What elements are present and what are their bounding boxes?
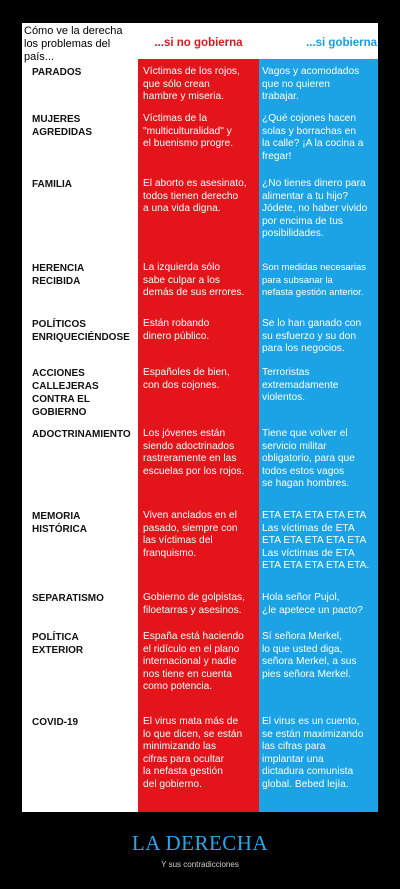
row-blue-text: ¿No tienes dinero para alimentar a tu hijo? Jódete, no haber vivido por encima de tus posibilidades.: [262, 178, 368, 239]
comparison-poster: [22, 23, 378, 812]
row-blue-text: El virus es un cuento, se están maximizando las cifras para implantar una dictadura comunista global. Bebed lejía.: [262, 716, 364, 790]
row-red-text: España está haciendo el ridículo en el plano internacional y nadie nos tiene en cuenta como potencia.: [143, 631, 244, 692]
row-blue-text: Se lo han ganado con su esfuerzo y su don para los negocios.: [262, 318, 362, 354]
row-red-text: La izquierda sólo sabe culpar a los demás de sus errores.: [143, 262, 245, 298]
row-blue-text: ¿Qué cojones hacen solas y borrachas en la calle? ¡A la cocina a fregar!: [262, 113, 364, 162]
header-not-governing: ...si no gobierna: [154, 37, 243, 49]
row-category: ACCIONES CALLEJERAS CONTRA EL GOBIERNO: [32, 368, 99, 418]
row-category: PARADOS: [32, 67, 82, 78]
row-red-text: El aborto es asesinato, todos tienen derecho a una vida digna.: [143, 178, 247, 214]
row-red-text: Viven anclados en el pasado, siempre con las víctimas del franquismo.: [143, 510, 238, 559]
row-category: COVID-19: [32, 717, 79, 728]
row-category: POLÍTICOS ENRIQUECIÉNDOSE: [32, 319, 130, 343]
row-red-text: Víctimas de la "multiculturalidad" y el buenismo progre.: [143, 113, 234, 149]
header-intro: Cómo ve la derecha los problemas del país...: [24, 25, 123, 63]
row-category: HERENCIA RECIBIDA: [32, 263, 85, 287]
row-red-text: El virus mata más de lo que dicen, se están minimizando las cifras para ocultar la nefasta gestión del gobierno.: [143, 716, 243, 790]
row-blue-text: Vagos y acomodados que no quieren trabajar.: [262, 66, 360, 102]
row-red-text: Víctimas de los rojos, que sólo crean hambre y miseria.: [143, 66, 240, 102]
row-category: POLÍTICA EXTERIOR: [32, 632, 84, 656]
row-blue-text: Sí señora Merkel, lo que usted diga, señora Merkel, a sus pies señora Merkel.: [262, 631, 357, 680]
header-governing: ...si gobierna: [306, 37, 377, 49]
row-red-text: Los jóvenes están siendo adoctrinados rastreramente en las escuelas por los rojos.: [143, 428, 245, 477]
row-category: ADOCTRINAMIENTO: [32, 429, 131, 440]
row-blue-text: Son medidas necesarias para subsanar la nefasta gestión anterior.: [262, 262, 367, 298]
row-red-text: Gobierno de golpistas, filoetarras y asesinos.: [143, 592, 245, 616]
row-category: MUJERES AGREDIDAS: [32, 114, 93, 138]
row-blue-text: Terroristas extremadamente violentos.: [262, 367, 339, 403]
row-red-text: Españoles de bien, con dos cojones.: [143, 367, 230, 391]
row-blue-text: Tiene que volver el servicio militar obligatorio, para que todos estos vagos se hagan hombres.: [262, 428, 355, 489]
row-category: FAMILIA: [32, 179, 72, 190]
row-blue-text: Hola señor Pujol, ¿le apetece un pacto?: [262, 592, 363, 616]
row-category: SEPARATISMO: [32, 593, 104, 604]
caption-title: LA DERECHA: [131, 831, 269, 855]
row-category: MEMORIA HISTÓRICA: [32, 511, 87, 535]
row-red-text: Están robando dinero público.: [143, 318, 210, 342]
row-blue-text: ETA ETA ETA ETA ETA Las víctimas de ETA ETA ETA ETA ETA ETA Las víctimas de ETA ETA ETA ETA ETA ETA.: [262, 510, 370, 571]
caption-subtitle: Y sus contradicciones: [161, 860, 239, 869]
